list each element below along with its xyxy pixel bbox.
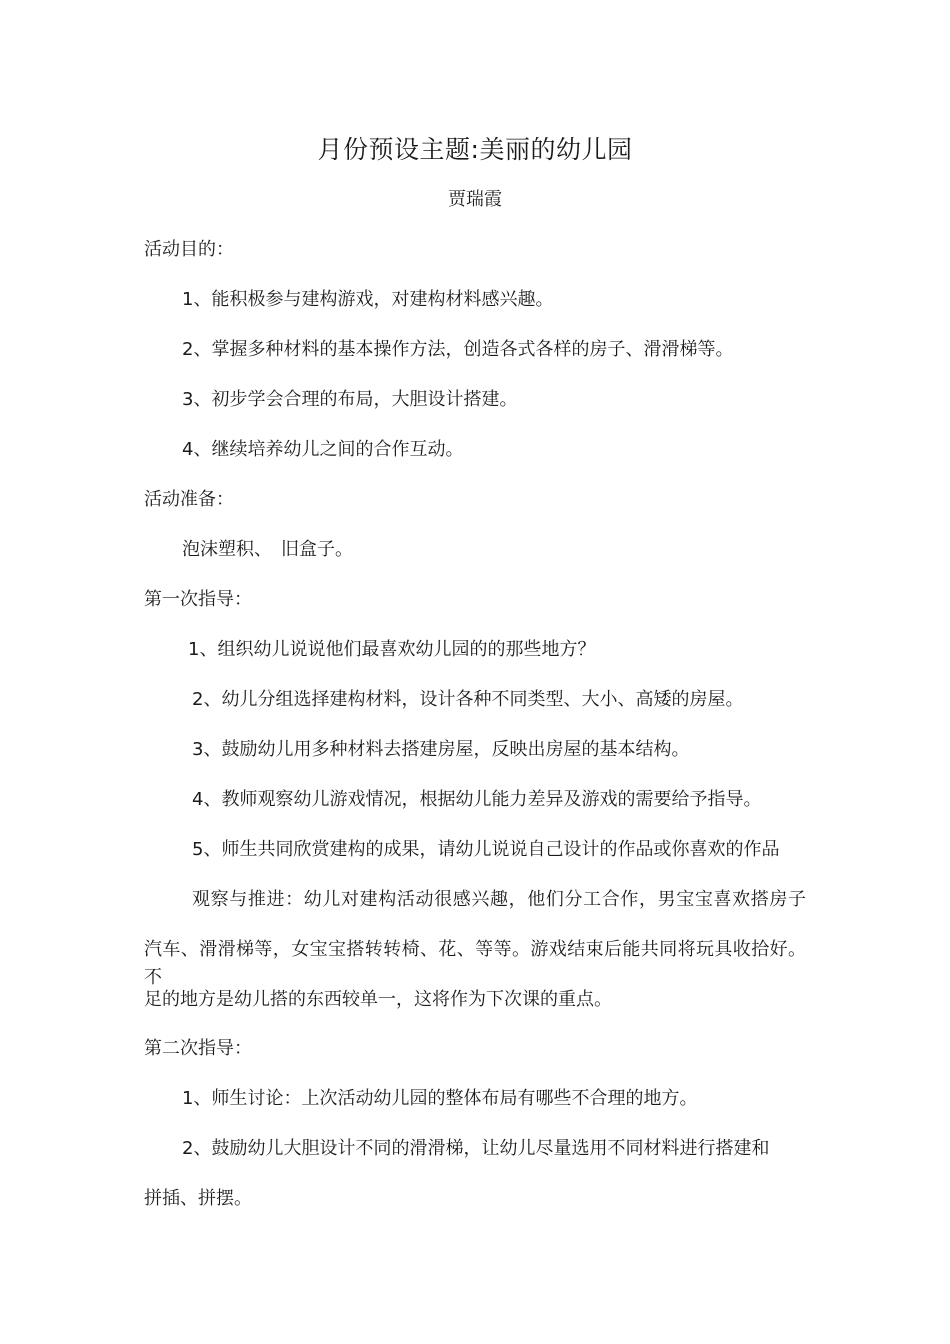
observation-line: 汽车、滑滑梯等，女宝宝搭转转椅、花、等等。游戏结束后能共同将玩具收拾好。不 [144,939,806,988]
guidance-1-item: 2、幼儿分组选择建构材料，设计各种不同类型、大小、高矮的房屋。 [192,689,744,710]
guidance-1-item: 1、组织幼儿说说他们最喜欢幼儿园的的那些地方？ [188,639,596,660]
observation-line: 足的地方是幼儿搭的东西较单一，这将作为下次课的重点。 [144,989,612,1010]
preparation-items: 泡沫塑积、 旧盒子。 [182,539,353,560]
section-heading-guidance-2: 第二次指导： [144,1038,252,1059]
guidance-2-item: 2、鼓励幼儿大胆设计不同的滑滑梯，让幼儿尽量选用不同材料进行搭建和 [182,1138,770,1159]
guidance-1-item: 3、鼓励幼儿用多种材料去搭建房屋，反映出房屋的基本结构。 [192,739,690,760]
section-heading-guidance-1: 第一次指导： [144,589,252,610]
goal-item: 4、继续培养幼儿之间的合作互动。 [182,439,464,460]
section-heading-goals: 活动目的： [144,239,234,260]
section-heading-preparation: 活动准备： [144,489,234,510]
guidance-1-item: 5、师生共同欣赏建构的成果，请幼儿说说自己设计的作品或你喜欢的作品 [192,839,780,860]
goal-item: 1、能积极参与建构游戏，对建构材料感兴趣。 [182,289,554,310]
document-author: 贾瑞霞 [448,189,502,210]
guidance-2-item: 1、师生讨论：上次活动幼儿园的整体布局有哪些不合理的地方。 [182,1088,698,1109]
guidance-1-item: 4、教师观察幼儿游戏情况，根据幼儿能力差异及游戏的需要给予指导。 [192,789,762,810]
goal-item: 2、掌握多种材料的基本操作方法，创造各式各样的房子、滑滑梯等。 [182,339,734,360]
observation-line: 观察与推进：幼儿对建构活动很感兴趣，他们分工合作，男宝宝喜欢搭房子 [192,889,806,910]
goal-item: 3、初步学会合理的布局，大胆设计搭建。 [182,389,518,410]
document-title: 月份预设主题:美丽的幼儿园 [317,135,633,164]
guidance-2-continuation: 拼插、拼摆。 [144,1188,252,1209]
